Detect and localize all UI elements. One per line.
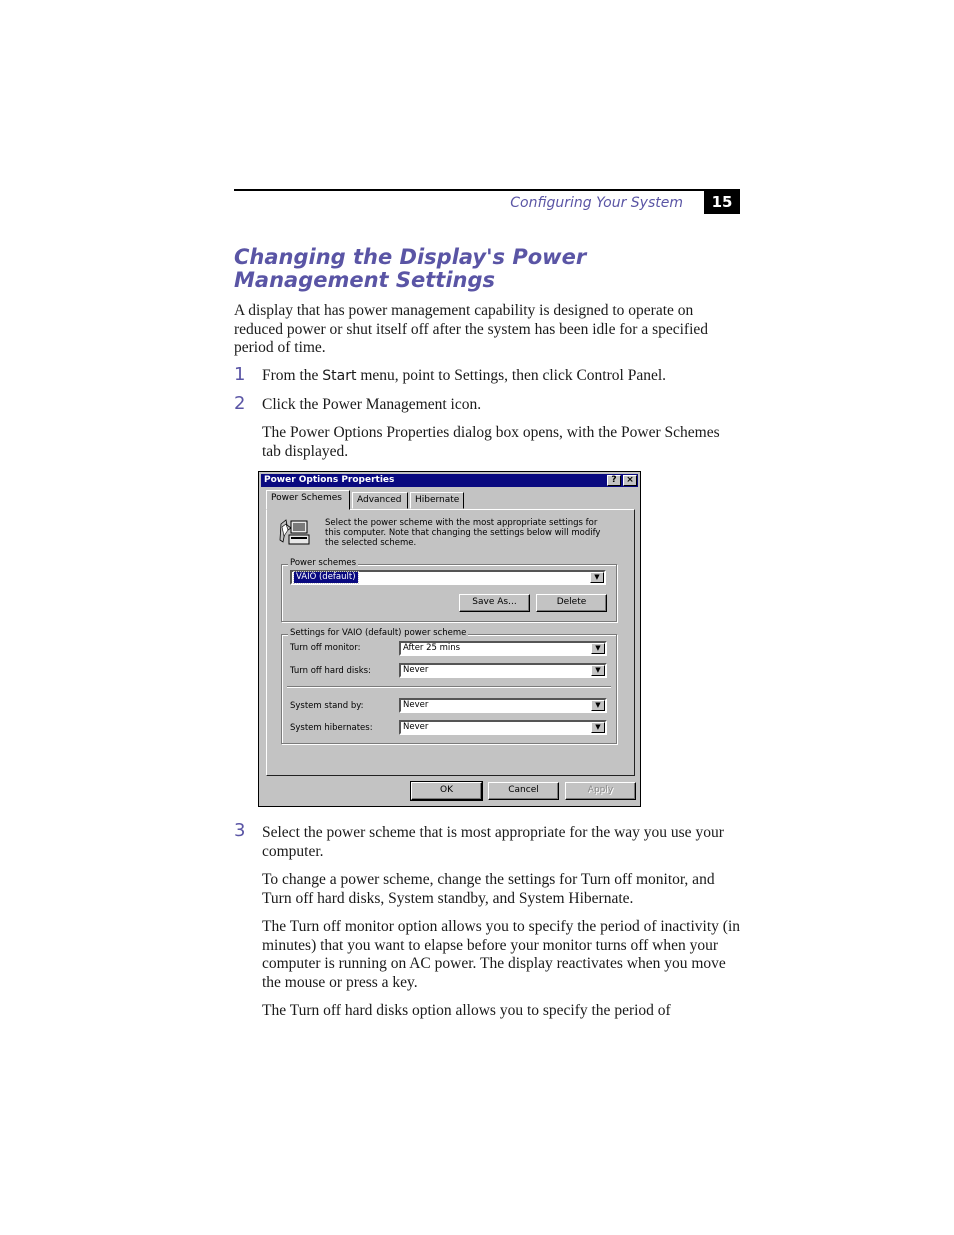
step-text: Select the power scheme that is most appropriate for the way you use your computer. [262,824,724,860]
delete-button[interactable]: Delete [536,594,607,612]
ok-button[interactable]: OK [411,782,482,800]
turn-off-monitor-value: After 25 mins [403,643,461,653]
cancel-button[interactable]: Cancel [488,782,559,800]
page-number: 15 [704,190,740,214]
system-standby-dropdown[interactable] [399,698,607,713]
start-keyword: Start [322,368,357,384]
step-text-part: From the [262,367,323,384]
dialog-description: Select the power scheme with the most appropriate settings for this computer. Note that changing the settings below will modify the selected scheme. [325,518,601,548]
apply-button[interactable]: Apply [565,782,636,800]
system-standby-value: Never [403,700,429,710]
step-number: 3 [234,820,246,841]
turn-off-monitor-dropdown[interactable] [399,641,607,656]
step-number: 2 [234,393,246,414]
body-paragraph: To change a power scheme, change the settings for Turn off monitor, and Turn off hard disks, System standby, and System Hibernate. [262,871,715,907]
system-hibernates-label: System hibernates: [290,723,373,733]
step-text-part: menu, point to Settings, then click Control Panel. [356,367,667,384]
chevron-down-icon[interactable]: ▼ [590,572,604,583]
turn-off-hard-disks-value: Never [403,665,429,675]
turn-off-hard-disks-dropdown[interactable] [399,663,607,678]
power-scheme-value: VAIO (default) [296,572,356,582]
power-options-dialog [258,471,641,807]
chevron-down-icon[interactable]: ▼ [591,665,605,676]
step-note: The Power Options Properties dialog box opens, with the Power Schemes tab displayed. [262,424,720,460]
section-title: Changing the Display's Power Management Settings [234,245,587,292]
save-as-button[interactable]: Save As... [459,594,530,612]
turn-off-monitor-label: Turn off monitor: [290,643,361,653]
intro-paragraph: A display that has power management capability is designed to operate on reduced power or shut itself off after the system has been idle for a specified period of time. [234,302,709,357]
chevron-down-icon[interactable]: ▼ [591,722,605,733]
turn-off-hard-disks-label: Turn off hard disks: [290,666,371,676]
chevron-down-icon[interactable]: ▼ [591,700,605,711]
power-scheme-dropdown[interactable] [290,570,606,585]
dialog-title: Power Options Properties [264,475,395,485]
step-number: 1 [234,364,246,385]
power-scheme-icon [279,518,311,548]
settings-label: Settings for VAIO (default) power scheme [290,628,467,638]
body-paragraph: The Turn off hard disks option allows you to specify the period of [262,1002,671,1019]
tab-power-schemes[interactable]: Power Schemes [266,490,350,510]
dialog-titlebar [261,474,638,487]
help-button[interactable]: ? [607,475,621,486]
system-hibernates-dropdown[interactable] [399,720,607,735]
system-hibernates-value: Never [403,722,429,732]
running-title: Configuring Your System [510,195,683,211]
chevron-down-icon[interactable]: ▼ [591,643,605,654]
tab-advanced[interactable]: Advanced [352,492,408,509]
close-button[interactable]: × [623,475,637,486]
tab-hibernate[interactable]: Hibernate [410,492,464,509]
step-text [262,367,737,386]
header-rule [234,189,740,191]
system-standby-label: System stand by: [290,701,364,711]
step-text: Click the Power Management icon. [262,396,482,413]
power-schemes-label: Power schemes [290,558,357,568]
settings-divider [287,686,611,688]
body-paragraph: The Turn off monitor option allows you to specify the period of inactivity (in minutes) that you want to elapse before your monitor turns off when your computer is running on AC power. The display reactivates when you move the mouse or press a key. [262,918,741,991]
